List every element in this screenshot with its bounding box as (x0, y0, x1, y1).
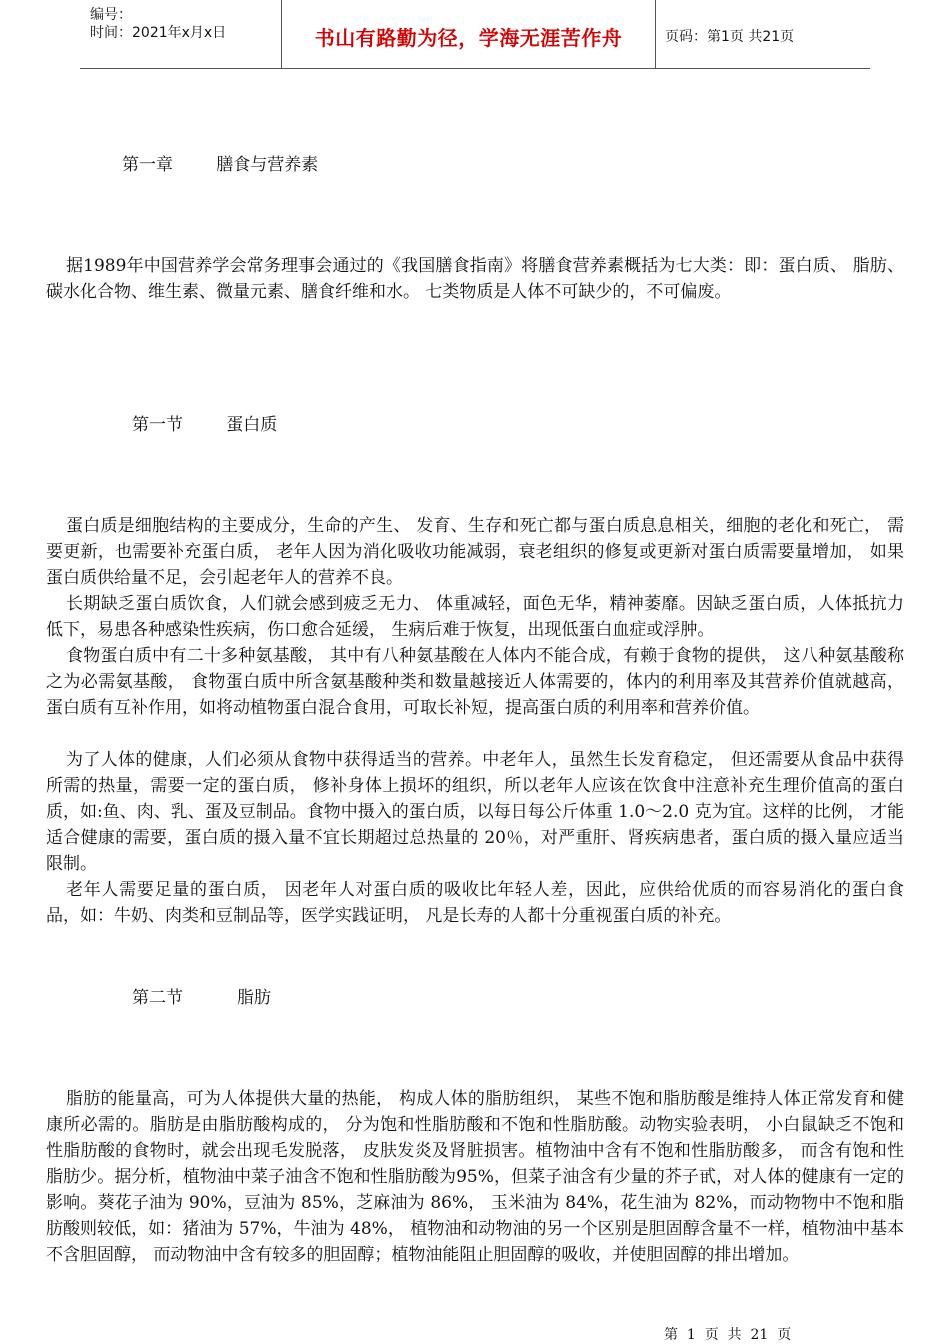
document-number-label: 编号： (90, 7, 132, 23)
page-footer: 第 1 页 共 21 页 (664, 1327, 792, 1343)
header-motto-cell (282, 0, 656, 68)
intro-paragraph: 据1989年中国营养学会常务理事会通过的《我国膳食指南》将膳食营养素概括为七大类：即：蛋白质、 脂肪、碳水化合物、维生素、微量元素、膳食纤维和水。 七类物质是人体不可缺少的，不可偏废。 (46, 256, 904, 302)
header-page-info: 页码：第1页 共21页 (665, 29, 795, 45)
header-page-cell (656, 0, 870, 68)
protein-paragraph-5: 老年人需要足量的蛋白质， 因老年人对蛋白质的吸收比年轻人差，因此，应供给优质的而容易消化的蛋白食品，如：牛奶、肉类和豆制品等，医学实践证明， 凡是长寿的人都十分重视蛋白质的补充。 (46, 880, 904, 926)
header-meta-cell (80, 0, 282, 68)
protein-paragraph-1: 蛋白质是细胞结构的主要成分，生命的产生、 发育、生存和死亡都与蛋白质息息相关，细胞的老化和死亡， 需要更新，也需要补充蛋白质， 老年人因为消化吸收功能减弱，衰老组织的修复或更新对蛋白质需要量增加， 如果蛋白质供给量不足，会引起老年人的营养不良。 (46, 516, 904, 588)
chapter-title: 第一章 膳食与营养素 (122, 155, 319, 175)
protein-paragraph-4: 为了人体的健康，人们必须从食物中获得适当的营养。中老年人，虽然生长发育稳定， 但还需要从食品中获得所需的热量，需要一定的蛋白质， 修补身体上损坏的组织，所以老年人应该在饮食中注意补充生理价值高的蛋白质，如:鱼、肉、乳、蛋及豆制品。食物中摄入的蛋白质，以每日每公斤体重 1.0～2.0 克为宜。这样的比例， 才能适合健康的需要，蛋白质的摄入量不宜长期超过总热量的 20％，对严重肝、肾疾病患者，蛋白质的摄入量应适当限制。 (46, 750, 905, 874)
protein-paragraph-3: 食物蛋白质中有二十多种氨基酸， 其中有八种氨基酸在人体内不能合成，有赖于食物的提供， 这八种氨基酸称之为必需氨基酸， 食物蛋白质中所含氨基酸种类和数量越接近人体需要的，体内的利用率及其营养价值就越高， 蛋白质有互补作用，如将动植物蛋白混合食用，可取长补短，提高蛋白质的利用率和营养价值。 (46, 646, 904, 718)
header-motto: 书山有路勤为径，学海无涯苦作舟 (314, 26, 623, 50)
protein-paragraph-2: 长期缺乏蛋白质饮食，人们就会感到疲乏无力、 体重减轻，面色无华，精神萎靡。因缺乏蛋白质，人体抵抗力低下，易患各种感染性疾病，伤口愈合延缓， 生病后难于恢复，出现低蛋白血症或浮肿。 (46, 594, 904, 640)
page-header (80, 0, 870, 69)
section-title-protein: 第一节 蛋白质 (132, 415, 278, 435)
fat-paragraph-1: 脂肪的能量高，可为人体提供大量的热能， 构成人体的脂肪组织， 某些不饱和脂肪酸是维持人体正常发育和健康所必需的。脂肪是由脂肪酸构成的， 分为饱和性脂肪酸和不饱和性脂肪酸。动物实验表明， 小白鼠缺乏不饱和性脂肪酸的食物时，就会出现毛发脱落， 皮肤发炎及肾脏损害。植物油中含有不饱和性脂肪酸多， 而含有饱和性脂肪少。据分析，植物油中菜子油含不饱和性脂肪酸为95%，但菜子油含有少量的芥子甙，对人体的健康有一定的影响。葵花子油为 90%，豆油为 85%，芝麻油为 86%， 玉米油为 84%，花生油为 82%，而动物物中不饱和脂肪酸则较低，如：猪油为 57%，牛油为 48%， 植物油和动物油的另一个区别是胆固醇含量不一样，植物油中基本不含胆固醇， 而动物油中含有较多的胆固醇；植物油能阻止胆固醇的吸收，并使胆固醇的排出增加。 (46, 1089, 904, 1265)
document-time-label: 时间：2021年x月x日 (90, 25, 227, 41)
section-title-fat: 第二节 脂肪 (132, 988, 272, 1008)
